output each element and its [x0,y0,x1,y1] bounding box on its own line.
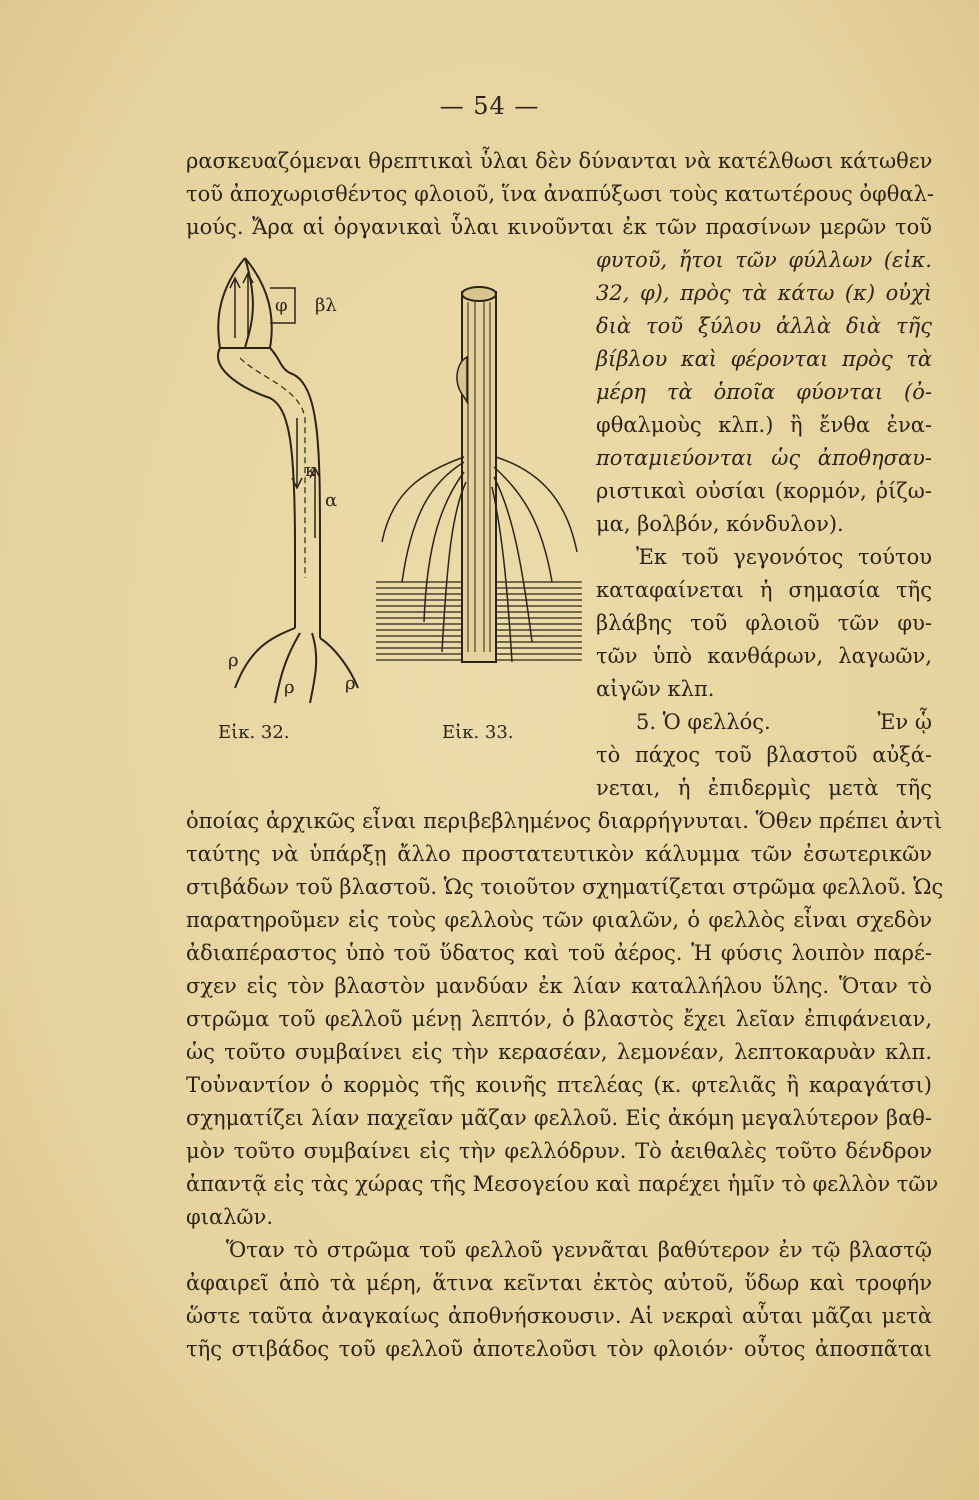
body-line-1: ὁποίας ἀρχικῶς εἶναι περιβεβλημένος διαρρήγνυται. Ὅθεν πρέπει ἀντὶ [186,809,943,833]
side-line-12: βλάβης τοῦ φλοιοῦ τῶν φυ- [596,611,932,635]
intro-line-3: μούς. Ἄρα αἱ ὀργανικαὶ ὗλαι κινοῦνται ἐκ τῶν πρασίνων μερῶν τοῦ [186,215,932,239]
side-line-13: τῶν ὑπὸ κανθάρων, λαγωῶν, [596,644,932,668]
body-line-4: παρατηροῦμεν εἰς τοὺς φελλοὺς τῶν φιαλῶν, ὁ φελλὸς εἶναι σχεδὸν [186,908,932,932]
fig32-label-a: α [325,490,338,511]
body-line-11: μὸν τοῦτο συμβαίνει εἰς τὴν φελλόδρυν. Τὸ ἀειθαλὲς τοῦτο δένδρον [186,1139,932,1163]
body-line-13: φιαλῶν. [186,1205,273,1229]
body-line-9: Τοὐναντίον ὁ κορμὸς τῆς κοινῆς πτελέας (κ. φτελιᾶς ἢ καραγάτσι) [186,1073,932,1097]
intro-line-1: ρασκευαζόμεναι θρεπτικαὶ ὗλαι δὲν δύνανται νὰ κατέλθωσι κάτωθεν [186,149,933,173]
side-line-2: 32, φ), πρὸς τὰ κάτω (κ) οὐχὶ [596,281,932,305]
side-line-11: καταφαίνεται ἡ σημασία τῆς [596,578,932,602]
final-line-2: ἀφαιρεῖ ἀπὸ τὰ μέρη, ἅτινα κεῖνται ἐκτὸς αὐτοῦ, ὕδωρ καὶ τροφήν [186,1271,932,1295]
side-line-6: φθαλμοὺς κλπ.) ἢ ἔνθα ἐνα- [596,413,932,437]
body-line-8: ὡς τοῦτο συμβαίνει εἰς τὴν κερασέαν, λεμονέαν, λεπτοκαρυὰν κλπ. [186,1040,932,1064]
fig32-label-bl: βλ [315,295,337,316]
section-heading: 5. Ὁ φελλός. [636,710,771,734]
page-number: — 54 — [439,92,540,120]
side-line-3: διὰ τοῦ ξύλου ἀλλὰ διὰ τῆς [596,314,932,338]
side-line-7: ποταμιεύονται ὡς ἀποθησαυ- [596,446,932,470]
body-line-10: σχηματίζει λίαν παχεῖαν μᾶζαν φελλοῦ. Εἰς ἀκόμη μεγαλύτερον βαθ- [186,1106,932,1130]
body-line-12: ἀπαντᾷ εἰς τὰς χώρας τῆς Μεσογείου καὶ παρέχει ἡμῖν τὸ φελλὸν τῶν [186,1172,939,1196]
side-line-4: βίβλου καὶ φέρονται πρὸς τὰ [596,347,932,371]
body-line-5: ἀδιαπέραστος ὑπὸ τοῦ ὕδατος καὶ τοῦ ἀέρος. Ἡ φύσις λοιπὸν παρέ- [186,941,932,965]
fig32-label-r2: ρ [284,677,295,698]
section-line-3: νεται, ἡ ἐπιδερμὶς μετὰ τῆς [596,776,932,800]
figure-33-illustration [372,282,586,692]
body-line-2: ταύτης νὰ ὑπάρξῃ ἄλλο προστατευτικὸν κάλυμμα τῶν ἐσωτερικῶν [186,842,932,866]
side-line-5: μέρη τὰ ὁποῖα φύονται (ὀ- [596,380,932,404]
figure-33-caption: Εἰκ. 33. [442,722,514,743]
fig32-label-r1: ρ [228,650,239,671]
fig32-label-r3: ρ [345,673,356,694]
body-line-6: σχεν εἰς τὸν βλαστὸν μανδύαν ἐκ λίαν καταλλήλου ὕλης. Ὅταν τὸ [186,974,932,998]
fig32-label-k: κ [305,460,317,481]
body-line-7: στρῶμα τοῦ φελλοῦ μένῃ λεπτόν, ὁ βλαστὸς ἔχει λεῖαν ἐπιφάνειαν, [186,1007,932,1031]
side-line-8: ριστικαὶ οὐσίαι (κορμόν, ῥίζω- [596,479,932,503]
side-line-1: φυτοῦ, ἤτοι τῶν φύλλων (εἰκ. [596,248,932,272]
side-line-14: αἰγῶν κλπ. [596,677,715,701]
side-line-9: μα, βολβόν, κόνδυλον). [596,512,844,536]
final-line-3: ὥστε ταῦτα ἀναγκαίως ἀποθνήσκουσιν. Αἱ νεκραὶ αὗται μᾶζαι μετὰ [186,1304,932,1328]
intro-line-2: τοῦ ἀποχωρισθέντος φλοιοῦ, ἵνα ἀναπύξωσι τοὺς κατωτέρους ὀφθαλ- [186,182,934,206]
figure-32-caption: Εἰκ. 32. [218,722,290,743]
body-line-3: στιβάδων τοῦ βλαστοῦ. Ὡς τοιοῦτον σχηματίζεται στρῶμα φελλοῦ. Ὡς [186,875,944,899]
fig32-label-phi: φ [275,295,288,316]
section-line-2: τὸ πάχος τοῦ βλαστοῦ αὐξά- [596,743,932,767]
final-line-4: τῆς στιβάδος τοῦ φελλοῦ ἀποτελοῦσι τὸν φλοιόν· οὗτος ἀποσπᾶται [186,1337,932,1361]
final-line-1: Ὅταν τὸ στρῶμα τοῦ φελλοῦ γεννᾶται βαθύτερον ἐν τῷ βλαστῷ [226,1238,932,1262]
side-line-10: Ἐκ τοῦ γεγονότος τούτου [636,545,932,569]
section-line-1: Ἐν ᾧ [877,710,932,734]
